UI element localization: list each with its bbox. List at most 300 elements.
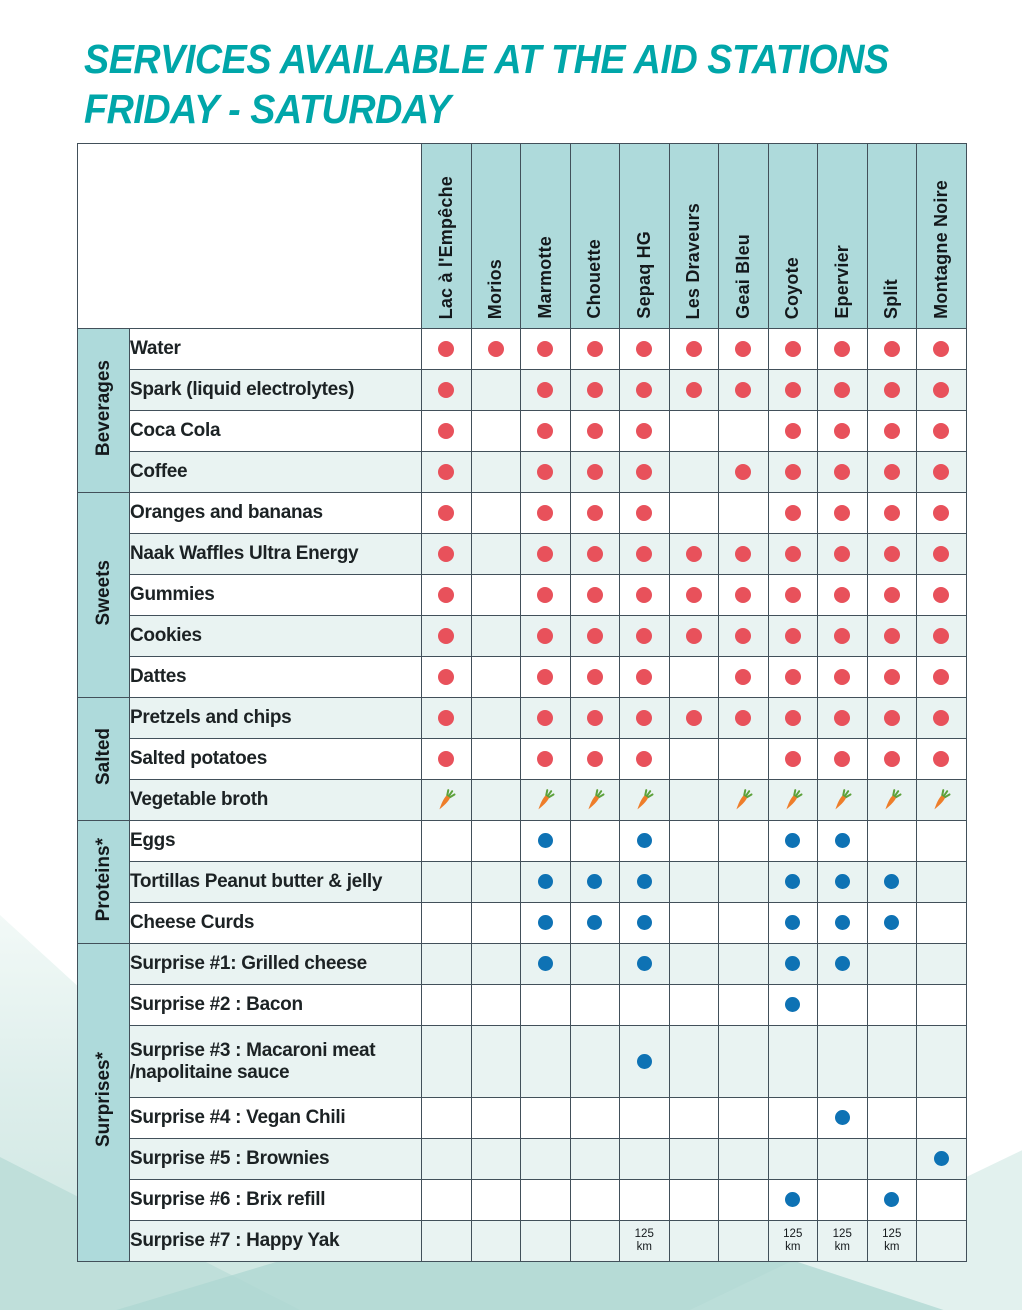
service-cell	[719, 616, 769, 657]
service-cell	[471, 698, 521, 739]
red-dot-icon	[587, 710, 603, 726]
service-cell	[669, 1139, 719, 1180]
service-cell	[669, 739, 719, 780]
service-label: Oranges and bananas	[130, 493, 422, 534]
km-label-line: 125	[832, 1228, 852, 1240]
station-header-label: Split	[881, 279, 902, 319]
service-cell	[521, 944, 571, 985]
service-cell	[620, 493, 670, 534]
red-dot-icon	[884, 341, 900, 357]
red-dot-icon	[785, 423, 801, 439]
red-dot-icon	[686, 546, 702, 562]
service-cell	[867, 616, 917, 657]
service-cell	[570, 739, 620, 780]
service-cell	[570, 493, 620, 534]
red-dot-icon	[933, 710, 949, 726]
service-row	[78, 411, 967, 452]
service-cell	[570, 370, 620, 411]
service-cell	[570, 903, 620, 944]
service-cell	[521, 1026, 571, 1098]
service-cell	[471, 1221, 521, 1262]
red-dot-icon	[537, 710, 553, 726]
blue-dot-icon	[934, 1151, 949, 1166]
red-dot-icon	[636, 669, 652, 685]
carrot-icon	[924, 782, 959, 817]
service-cell	[521, 411, 571, 452]
service-cell	[521, 862, 571, 903]
service-cell	[620, 821, 670, 862]
service-label: Surprise #5 : Brownies	[130, 1139, 422, 1180]
service-cell	[917, 1139, 967, 1180]
service-cell	[570, 616, 620, 657]
red-dot-icon	[735, 546, 751, 562]
station-header-6	[669, 144, 719, 329]
red-dot-icon	[587, 505, 603, 521]
carrot-icon	[627, 782, 662, 817]
station-header-label: Sepaq HG	[633, 231, 654, 319]
service-cell	[422, 1098, 472, 1139]
service-cell	[818, 739, 868, 780]
service-cell	[570, 1139, 620, 1180]
carrot-icon	[429, 782, 464, 817]
service-label: Eggs	[130, 821, 422, 862]
service-cell	[521, 534, 571, 575]
service-cell	[471, 1098, 521, 1139]
red-dot-icon	[636, 505, 652, 521]
red-dot-icon	[636, 464, 652, 480]
service-cell	[620, 698, 670, 739]
red-dot-icon	[537, 587, 553, 603]
service-cell	[818, 1026, 868, 1098]
service-cell	[768, 575, 818, 616]
red-dot-icon	[735, 341, 751, 357]
service-row	[78, 739, 967, 780]
service-label-line2: /napolitaine sauce	[130, 1061, 290, 1083]
red-dot-icon	[834, 710, 850, 726]
service-cell	[471, 657, 521, 698]
red-dot-icon	[884, 423, 900, 439]
service-cell	[422, 534, 472, 575]
red-dot-icon	[686, 341, 702, 357]
blue-dot-icon	[637, 833, 652, 848]
service-cell	[719, 1026, 769, 1098]
service-cell	[471, 1026, 521, 1098]
service-cell	[818, 370, 868, 411]
service-cell	[570, 985, 620, 1026]
km-label-line: 125	[882, 1228, 902, 1240]
red-dot-icon	[834, 669, 850, 685]
red-dot-icon	[834, 382, 850, 398]
service-label: Surprise #2 : Bacon	[130, 985, 422, 1026]
blue-dot-icon	[637, 874, 652, 889]
red-dot-icon	[884, 587, 900, 603]
service-cell	[867, 1098, 917, 1139]
km-label-line: km	[834, 1241, 850, 1253]
group-label-text: Sweets	[92, 559, 114, 626]
blue-dot-icon	[587, 874, 602, 889]
red-dot-icon	[587, 382, 603, 398]
service-cell	[867, 493, 917, 534]
service-cell	[818, 411, 868, 452]
km-label	[769, 1228, 818, 1254]
service-cell	[521, 739, 571, 780]
service-cell	[471, 1139, 521, 1180]
km-label-line: km	[884, 1241, 900, 1253]
red-dot-icon	[438, 341, 454, 357]
service-cell	[768, 698, 818, 739]
service-cell	[818, 616, 868, 657]
service-cell	[818, 452, 868, 493]
service-cell	[818, 575, 868, 616]
service-cell	[719, 903, 769, 944]
service-cell	[818, 1139, 868, 1180]
station-header-label: Geai Bleu	[732, 234, 753, 319]
group-label-beverages	[78, 329, 130, 493]
red-dot-icon	[587, 546, 603, 562]
group-label-text: Surprises*	[92, 1052, 114, 1148]
service-cell	[867, 821, 917, 862]
service-cell	[719, 329, 769, 370]
service-cell	[570, 698, 620, 739]
service-cell	[917, 411, 967, 452]
service-cell	[719, 739, 769, 780]
service-cell	[471, 493, 521, 534]
service-cell	[570, 411, 620, 452]
station-header-10	[867, 144, 917, 329]
service-cell	[867, 739, 917, 780]
blue-dot-icon	[835, 874, 850, 889]
red-dot-icon	[834, 546, 850, 562]
red-dot-icon	[785, 341, 801, 357]
service-cell	[669, 616, 719, 657]
red-dot-icon	[884, 546, 900, 562]
header-blank-cell	[78, 144, 422, 329]
service-cell	[669, 329, 719, 370]
red-dot-icon	[686, 382, 702, 398]
km-label	[868, 1228, 917, 1254]
service-cell	[818, 1098, 868, 1139]
service-cell	[620, 862, 670, 903]
red-dot-icon	[785, 751, 801, 767]
service-cell	[620, 780, 670, 821]
services-table	[77, 143, 967, 1262]
service-cell	[669, 575, 719, 616]
group-label-proteins	[78, 821, 130, 944]
service-cell	[620, 985, 670, 1026]
red-dot-icon	[438, 628, 454, 644]
service-cell	[669, 1098, 719, 1139]
carrot-icon	[825, 782, 860, 817]
service-cell	[570, 534, 620, 575]
service-row	[78, 1026, 967, 1098]
service-cell	[818, 1180, 868, 1221]
service-cell	[768, 534, 818, 575]
service-cell	[422, 657, 472, 698]
service-cell	[471, 821, 521, 862]
service-cell	[570, 1026, 620, 1098]
red-dot-icon	[884, 710, 900, 726]
blue-dot-icon	[835, 915, 850, 930]
service-cell	[422, 1180, 472, 1221]
red-dot-icon	[537, 505, 553, 521]
service-cell	[768, 862, 818, 903]
service-row	[78, 1098, 967, 1139]
service-cell	[669, 1026, 719, 1098]
service-label: Cheese Curds	[130, 903, 422, 944]
service-label: Naak Waffles Ultra Energy	[130, 534, 422, 575]
red-dot-icon	[587, 669, 603, 685]
service-cell	[620, 903, 670, 944]
red-dot-icon	[488, 341, 504, 357]
service-cell	[917, 903, 967, 944]
service-label: Spark (liquid electrolytes)	[130, 370, 422, 411]
service-label: Salted potatoes	[130, 739, 422, 780]
service-row	[78, 616, 967, 657]
service-cell	[917, 1026, 967, 1098]
red-dot-icon	[438, 546, 454, 562]
service-cell	[719, 534, 769, 575]
red-dot-icon	[785, 587, 801, 603]
service-cell	[620, 1221, 670, 1262]
service-row	[78, 862, 967, 903]
station-header-label: Epervier	[831, 245, 852, 319]
service-label: Gummies	[130, 575, 422, 616]
red-dot-icon	[834, 423, 850, 439]
service-cell	[719, 985, 769, 1026]
blue-dot-icon	[785, 833, 800, 848]
service-cell	[471, 534, 521, 575]
service-cell	[768, 985, 818, 1026]
service-row	[78, 452, 967, 493]
service-cell	[917, 575, 967, 616]
red-dot-icon	[933, 587, 949, 603]
service-cell	[768, 903, 818, 944]
service-cell	[570, 1098, 620, 1139]
blue-dot-icon	[538, 874, 553, 889]
service-cell	[620, 739, 670, 780]
service-cell	[620, 411, 670, 452]
page-title-line2: FRIDAY - SATURDAY	[84, 86, 451, 132]
service-cell	[620, 1098, 670, 1139]
service-cell	[669, 944, 719, 985]
service-cell	[867, 944, 917, 985]
service-cell	[719, 452, 769, 493]
blue-dot-icon	[884, 915, 899, 930]
service-cell	[917, 862, 967, 903]
service-cell	[471, 780, 521, 821]
service-row	[78, 493, 967, 534]
service-cell	[521, 821, 571, 862]
red-dot-icon	[884, 751, 900, 767]
service-cell	[719, 862, 769, 903]
service-row	[78, 780, 967, 821]
service-label: Dattes	[130, 657, 422, 698]
service-cell	[917, 780, 967, 821]
service-cell	[768, 1026, 818, 1098]
service-cell	[867, 329, 917, 370]
service-cell	[818, 944, 868, 985]
red-dot-icon	[884, 669, 900, 685]
service-cell	[719, 780, 769, 821]
service-cell	[422, 862, 472, 903]
service-cell	[719, 657, 769, 698]
service-cell	[917, 370, 967, 411]
service-cell	[521, 698, 571, 739]
station-header-label: Les Draveurs	[683, 202, 704, 319]
service-cell	[422, 493, 472, 534]
red-dot-icon	[537, 341, 553, 357]
km-label-line: 125	[783, 1228, 803, 1240]
service-cell	[669, 1180, 719, 1221]
red-dot-icon	[636, 710, 652, 726]
group-label-text: Beverages	[92, 359, 114, 457]
red-dot-icon	[834, 751, 850, 767]
service-cell	[867, 698, 917, 739]
blue-dot-icon	[835, 833, 850, 848]
red-dot-icon	[537, 669, 553, 685]
service-cell	[867, 1026, 917, 1098]
service-cell	[620, 1139, 670, 1180]
service-cell	[719, 411, 769, 452]
red-dot-icon	[587, 587, 603, 603]
service-cell	[521, 616, 571, 657]
km-label	[818, 1228, 867, 1254]
service-cell	[768, 616, 818, 657]
service-cell	[917, 1180, 967, 1221]
service-cell	[719, 1139, 769, 1180]
service-cell	[818, 698, 868, 739]
red-dot-icon	[933, 464, 949, 480]
carrot-icon	[775, 782, 810, 817]
service-cell	[620, 575, 670, 616]
red-dot-icon	[933, 505, 949, 521]
service-cell	[719, 370, 769, 411]
service-cell	[867, 985, 917, 1026]
service-cell	[669, 534, 719, 575]
red-dot-icon	[735, 587, 751, 603]
service-row	[78, 1180, 967, 1221]
service-cell	[521, 493, 571, 534]
service-cell	[867, 657, 917, 698]
station-header-4	[570, 144, 620, 329]
service-cell	[620, 329, 670, 370]
service-cell	[570, 944, 620, 985]
service-cell	[917, 616, 967, 657]
service-cell	[422, 411, 472, 452]
service-cell	[521, 985, 571, 1026]
service-cell	[917, 944, 967, 985]
service-cell	[620, 1180, 670, 1221]
red-dot-icon	[636, 751, 652, 767]
service-cell	[422, 780, 472, 821]
service-cell	[818, 329, 868, 370]
service-cell	[521, 575, 571, 616]
red-dot-icon	[785, 382, 801, 398]
blue-dot-icon	[884, 874, 899, 889]
service-cell	[570, 821, 620, 862]
red-dot-icon	[933, 669, 949, 685]
service-cell	[471, 452, 521, 493]
group-label-surprises	[78, 944, 130, 1262]
service-label: Surprise #1: Grilled cheese	[130, 944, 422, 985]
service-label: Pretzels and chips	[130, 698, 422, 739]
service-row	[78, 1139, 967, 1180]
red-dot-icon	[834, 464, 850, 480]
station-header-1	[422, 144, 472, 329]
service-cell	[768, 821, 818, 862]
km-label-line: 125	[634, 1228, 654, 1240]
station-header-label: Chouette	[584, 239, 605, 319]
red-dot-icon	[933, 628, 949, 644]
service-cell	[768, 411, 818, 452]
service-cell	[521, 1180, 571, 1221]
service-cell	[669, 862, 719, 903]
carrot-icon	[874, 782, 909, 817]
service-cell	[917, 452, 967, 493]
service-cell	[422, 903, 472, 944]
service-cell	[422, 985, 472, 1026]
blue-dot-icon	[835, 956, 850, 971]
red-dot-icon	[686, 587, 702, 603]
service-cell	[521, 452, 571, 493]
service-cell	[669, 780, 719, 821]
service-cell	[471, 862, 521, 903]
service-cell	[917, 1098, 967, 1139]
service-cell	[471, 329, 521, 370]
carrot-icon	[726, 782, 761, 817]
station-header-2	[471, 144, 521, 329]
service-cell	[917, 493, 967, 534]
service-cell	[768, 1139, 818, 1180]
service-cell	[669, 903, 719, 944]
service-row	[78, 985, 967, 1026]
service-cell	[669, 657, 719, 698]
red-dot-icon	[785, 546, 801, 562]
red-dot-icon	[587, 423, 603, 439]
red-dot-icon	[686, 710, 702, 726]
service-cell	[917, 657, 967, 698]
service-cell	[768, 370, 818, 411]
service-cell	[521, 1098, 571, 1139]
service-cell	[521, 903, 571, 944]
service-cell	[471, 411, 521, 452]
red-dot-icon	[537, 382, 553, 398]
service-cell	[867, 1139, 917, 1180]
red-dot-icon	[438, 464, 454, 480]
blue-dot-icon	[637, 915, 652, 930]
service-label: Surprise #7 : Happy Yak	[130, 1221, 422, 1262]
red-dot-icon	[636, 587, 652, 603]
red-dot-icon	[438, 423, 454, 439]
red-dot-icon	[933, 423, 949, 439]
red-dot-icon	[636, 546, 652, 562]
blue-dot-icon	[785, 874, 800, 889]
service-cell	[521, 1139, 571, 1180]
blue-dot-icon	[587, 915, 602, 930]
red-dot-icon	[735, 464, 751, 480]
service-cell	[719, 821, 769, 862]
service-label: Cookies	[130, 616, 422, 657]
red-dot-icon	[834, 628, 850, 644]
service-cell	[422, 452, 472, 493]
service-cell	[620, 452, 670, 493]
service-cell	[471, 944, 521, 985]
carrot-icon	[528, 782, 563, 817]
service-cell	[570, 1180, 620, 1221]
station-header-8	[768, 144, 818, 329]
service-cell	[719, 698, 769, 739]
blue-dot-icon	[538, 956, 553, 971]
